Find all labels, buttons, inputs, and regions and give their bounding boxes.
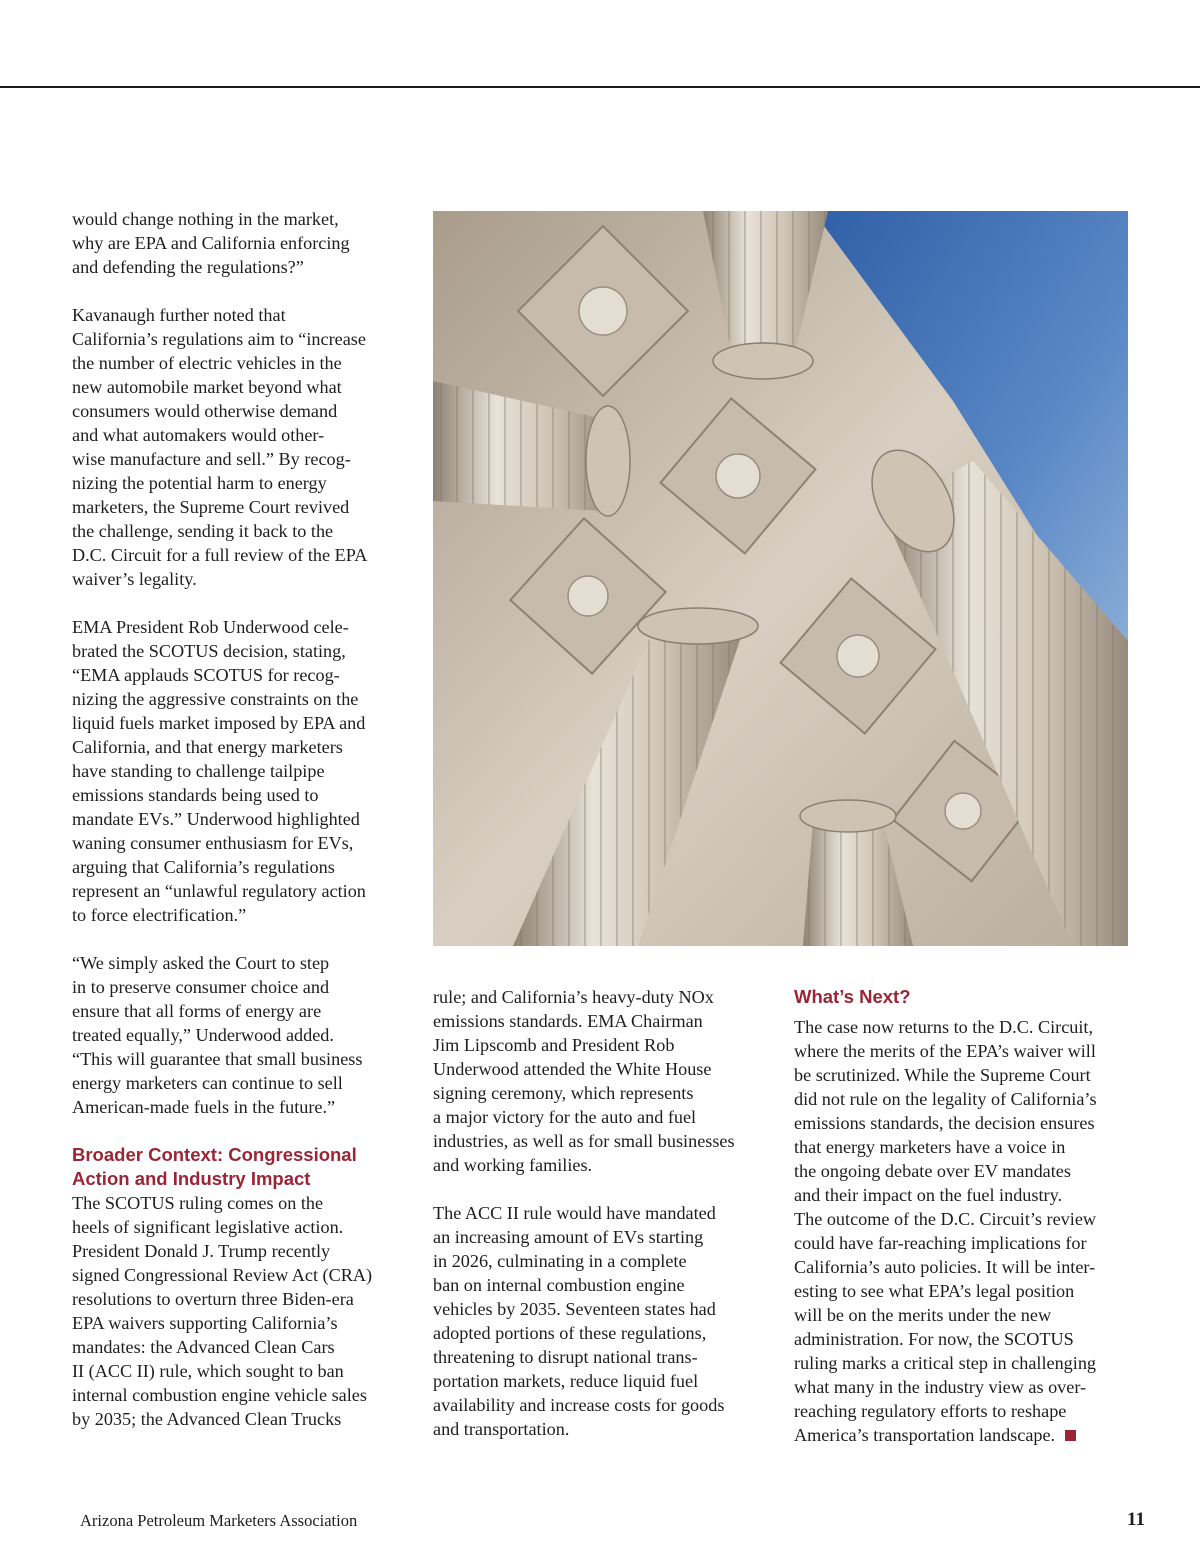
section-heading-whats-next: What’s Next? [794,986,911,1007]
page-number: 11 [1127,1509,1145,1530]
article-column-right [794,985,1139,1447]
paragraph: The SCOTUS ruling comes on the heels of significant legislative action. President Donald J. Trump recently signed Congressional Review Act (CRA) resolutions to overturn three Biden-era EPA waivers supporting California’s mandates: the Advanced Clean Cars II (ACC II) rule, which sought to ban internal combustion engine vehicle sales by 2035; the Advanced Clean Trucks [72,1193,373,1429]
paragraph: would change nothing in the market, why are EPA and California enforcing and defending the regulations?” [72,209,350,277]
paragraph: The ACC II rule would have mandated an increasing amount of EVs starting in 2026, culminating in a complete ban on internal combustion engine vehicles by 2035. Seventeen states had adopted portions of these regulations, threatening to disrupt national trans- portation markets, reduce liquid fuel availability and increase costs for goods and transportation. [433,1203,725,1439]
paragraph: rule; and California’s heavy-duty NOx emissions standards. EMA Chairman Jim Lipscomb and President Rob Underwood attended the White House signing ceremony, which represents a major victory for the auto and fuel industries, as well as for small businesses and working families. [433,987,735,1175]
paragraph: Kavanaugh further noted that California’s regulations aim to “increase the number of electric vehicles in the new automobile market beyond what consumers would otherwise demand and what automakers would other- wise manufacture and sell.” By recog- nizing the potential harm to energy marketers, the Supreme Court revived the challenge, sending it back to the D.C. Circuit for a full review of the EPA waiver’s legality. [72,305,368,589]
article-column-middle [433,985,778,1441]
end-of-article-mark [1065,1430,1076,1441]
paragraph: “We simply asked the Court to step in to preserve consumer choice and ensure that all forms of energy are treated equally,” Underwood added. “This will guarantee that small business energy marketers can continue to sell American-made fuels in the future.” [72,953,363,1117]
section-heading-broader-context: Broader Context: Congressional Action and Industry Impact [72,1144,357,1189]
paragraph: EMA President Rob Underwood cele- brated the SCOTUS decision, stating, “EMA applauds SCOTUS for recog- nizing the aggressive constraints on the liquid fuels market imposed by EPA and California, and that energy marketers have standing to challenge tailpipe emissions standards being used to mandate EVs.” Underwood highlighted waning consumer enthusiasm for EVs, arguing that California’s regulations represent an “unlawful regulatory action to force electrification.” [72,617,366,925]
supreme-court-columns-photo [433,211,1128,946]
article-column-left [72,207,417,1431]
paragraph-with-end-mark [794,1015,1139,1447]
header-rule [0,86,1200,88]
paragraph: The case now returns to the D.C. Circuit, where the merits of the EPA’s waiver will be scrutinized. While the Supreme Court did not rule on the legality of California’s emissions standards, the decision ensures that energy marketers have a voice in the ongoing debate over EV mandates and their impact on the fuel industry. The outcome of the D.C. Circuit’s review could have far-reaching implications for California’s auto policies. It will be inter- esting to see what EPA’s legal position will be on the merits under the new administration. For now, the SCOTUS ruling marks a critical step in challenging what many in the industry view as over- reaching regulatory efforts to reshape America’s transportation landscape. [794,1017,1097,1445]
footer-publication-name: Arizona Petroleum Marketers Association [80,1511,358,1530]
